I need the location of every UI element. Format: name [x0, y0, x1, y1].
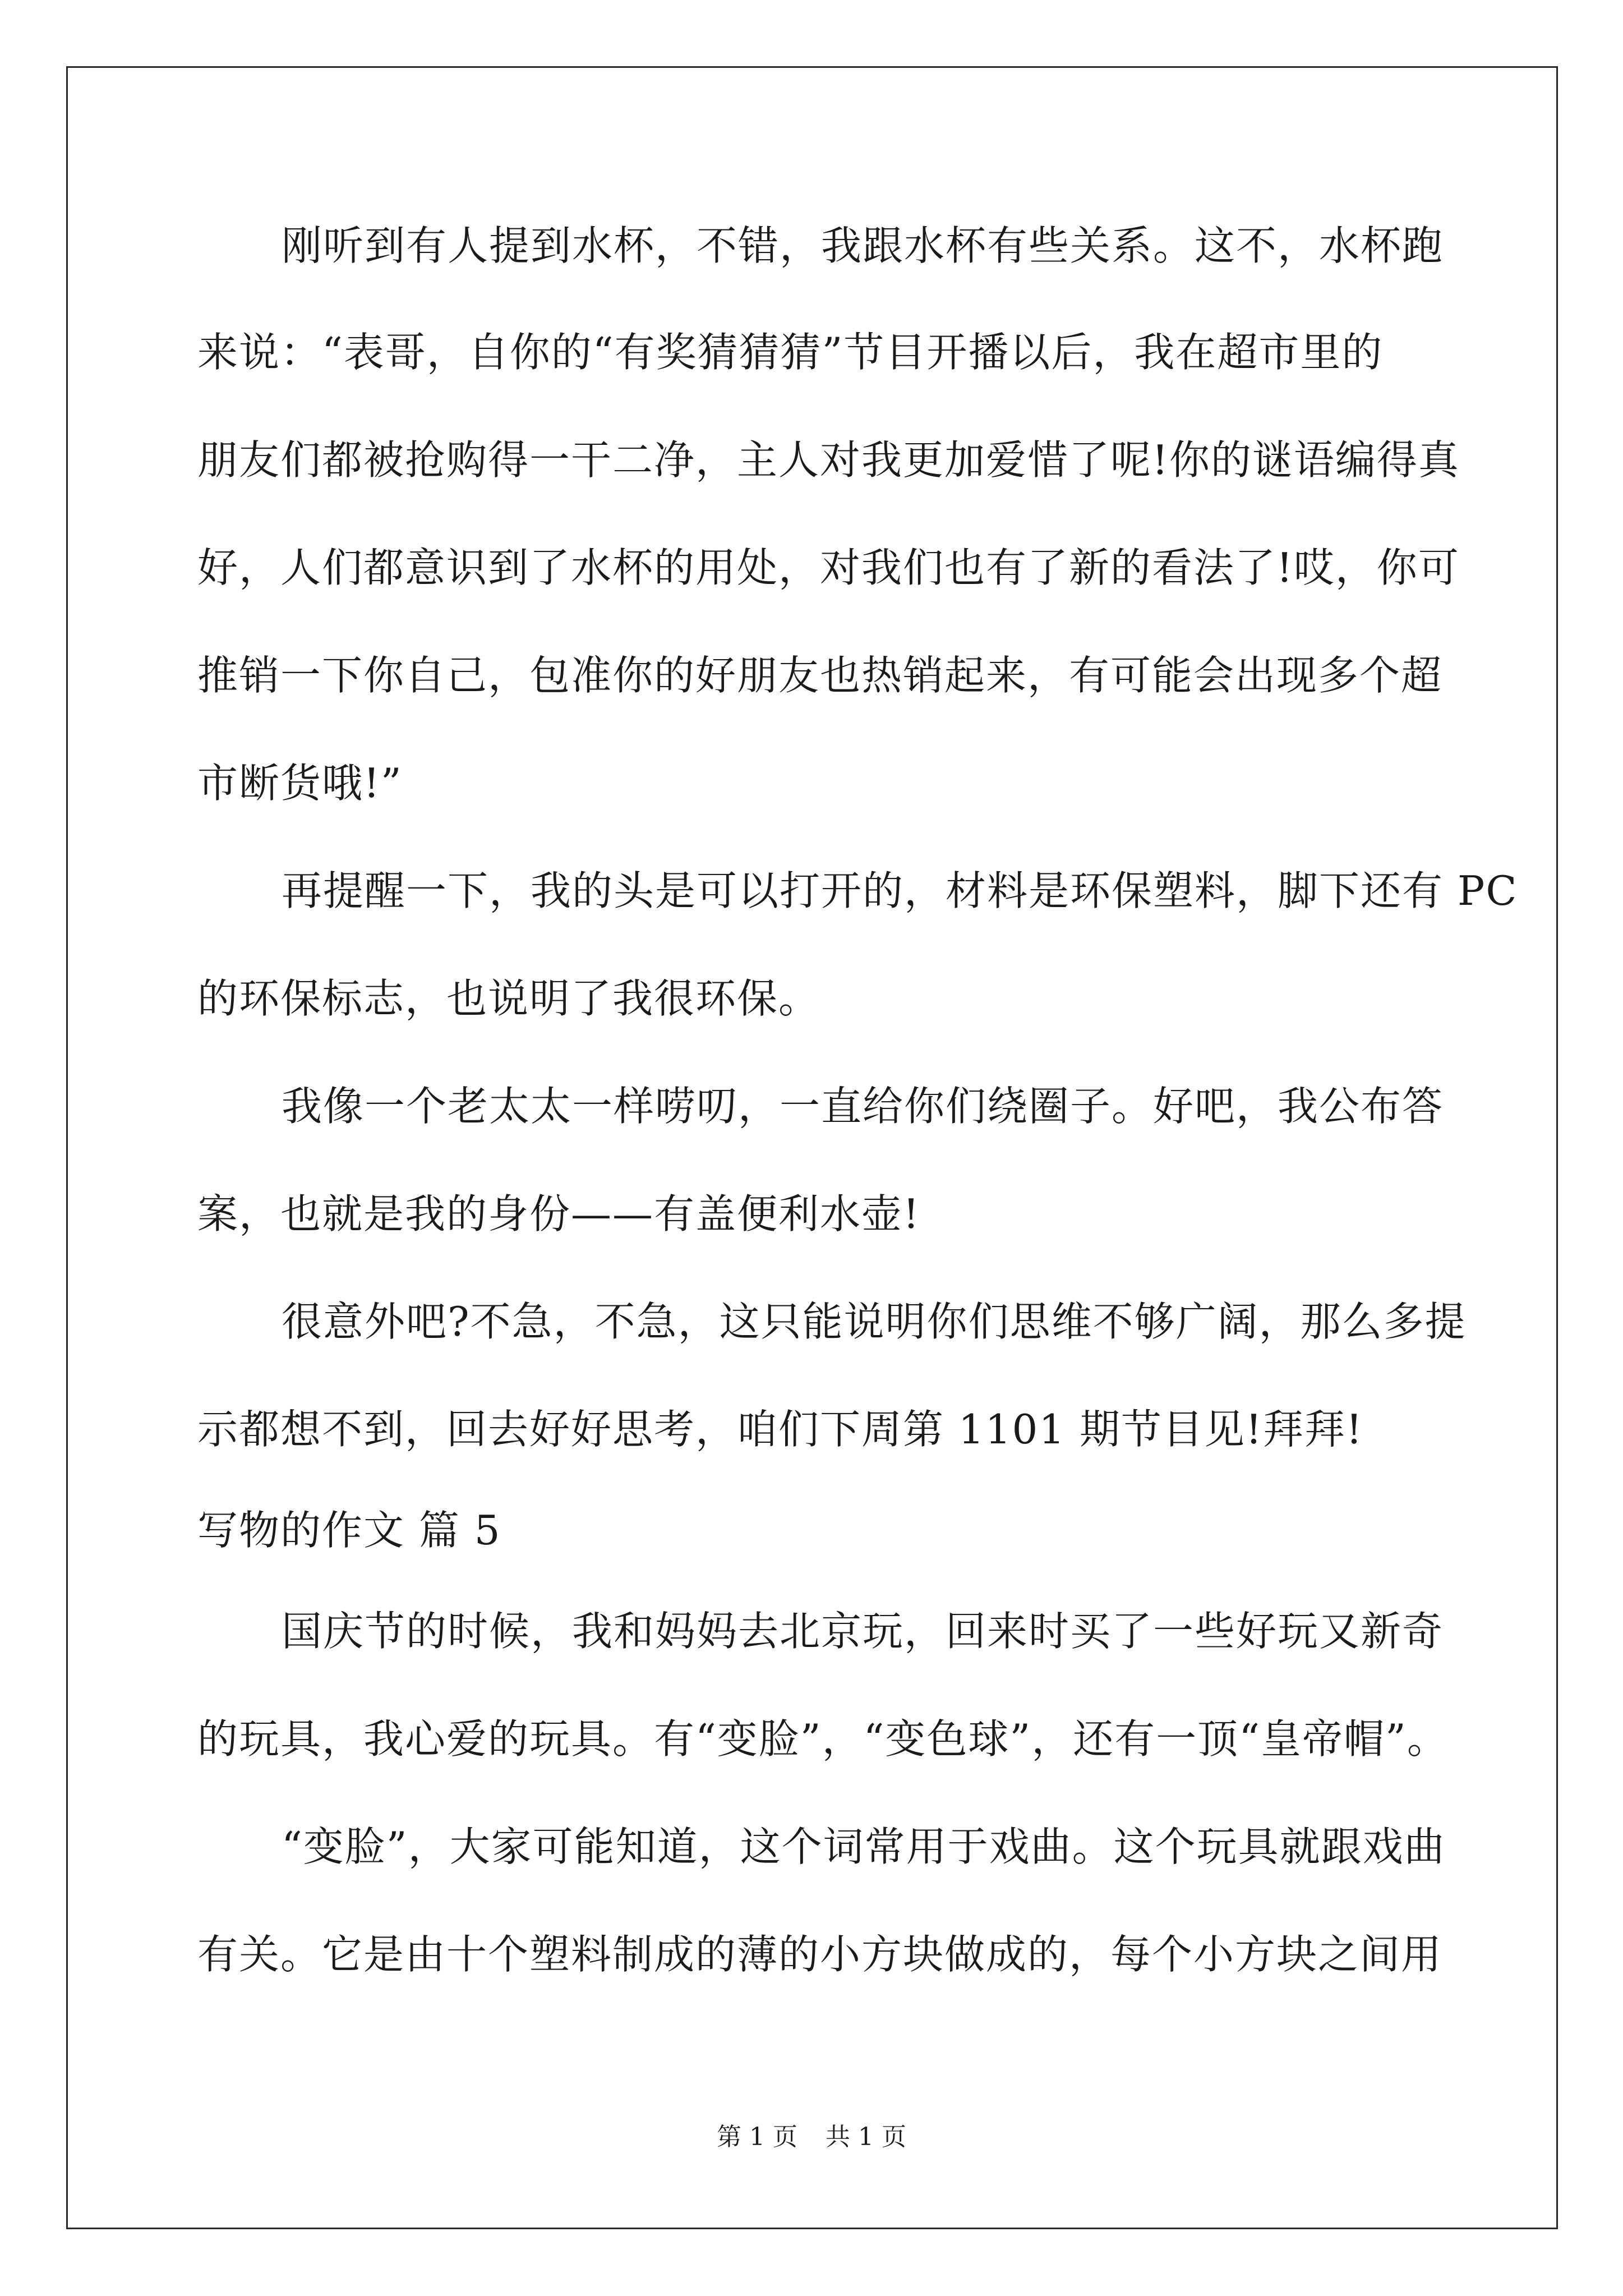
- page-footer: [0, 2120, 1623, 2154]
- page-number-current: 第 1 页: [717, 2123, 797, 2151]
- text-line: 朋友们都被抢购得一干二净，主人对我更加爱惜了呢!你的谜语编得真: [197, 436, 1460, 484]
- text-line: 很意外吧?不急，不急，这只能说明你们思维不够广阔，那么多提: [282, 1298, 1467, 1345]
- text-line: 好，人们都意识到了水杯的用处，对我们也有了新的看法了!哎，你可: [197, 544, 1460, 591]
- text-line: 案，也就是我的身份——有盖便利水壶!: [197, 1190, 920, 1237]
- text-line: 推销一下你自己，包准你的好朋友也热销起来，有可能会出现多个超: [197, 652, 1443, 699]
- text-line: 来说：“表哥，自你的“有奖猜猜猜”节目开播以后，我在超市里的: [197, 329, 1384, 376]
- text-line: 市断货哦!”: [197, 760, 403, 807]
- text-line: 国庆节的时候，我和妈妈去北京玩，回来时买了一些好玩又新奇: [282, 1608, 1444, 1655]
- text-line: 示都想不到，回去好好思考，咱们下周第 1101 期节目见!拜拜!: [197, 1406, 1363, 1453]
- page-number-total: 共 1 页: [826, 2123, 906, 2151]
- section-heading: 写物的作文 篇 5: [197, 1507, 501, 1554]
- text-line: “变脸”，大家可能知道，这个词常用于戏曲。这个玩具就跟戏曲: [282, 1823, 1446, 1870]
- text-line: 的环保标志，也说明了我很环保。: [197, 975, 820, 1022]
- text-line: 的玩具，我心爱的玩具。有“变脸”，“变色球”，还有一顶“皇帝帽”。: [197, 1715, 1449, 1763]
- text-line: 刚听到有人提到水杯，不错，我跟水杯有些关系。这不，水杯跑: [282, 222, 1444, 269]
- text-line: 有关。它是由十个塑料制成的薄的小方块做成的，每个小方块之间用: [197, 1931, 1443, 1978]
- text-line: 再提醒一下，我的头是可以打开的，材料是环保塑料，脚下还有 PC: [282, 867, 1518, 914]
- text-line: 我像一个老太太一样唠叨，一直给你们绕圈子。好吧，我公布答: [282, 1083, 1444, 1130]
- page-border: [66, 66, 1558, 2229]
